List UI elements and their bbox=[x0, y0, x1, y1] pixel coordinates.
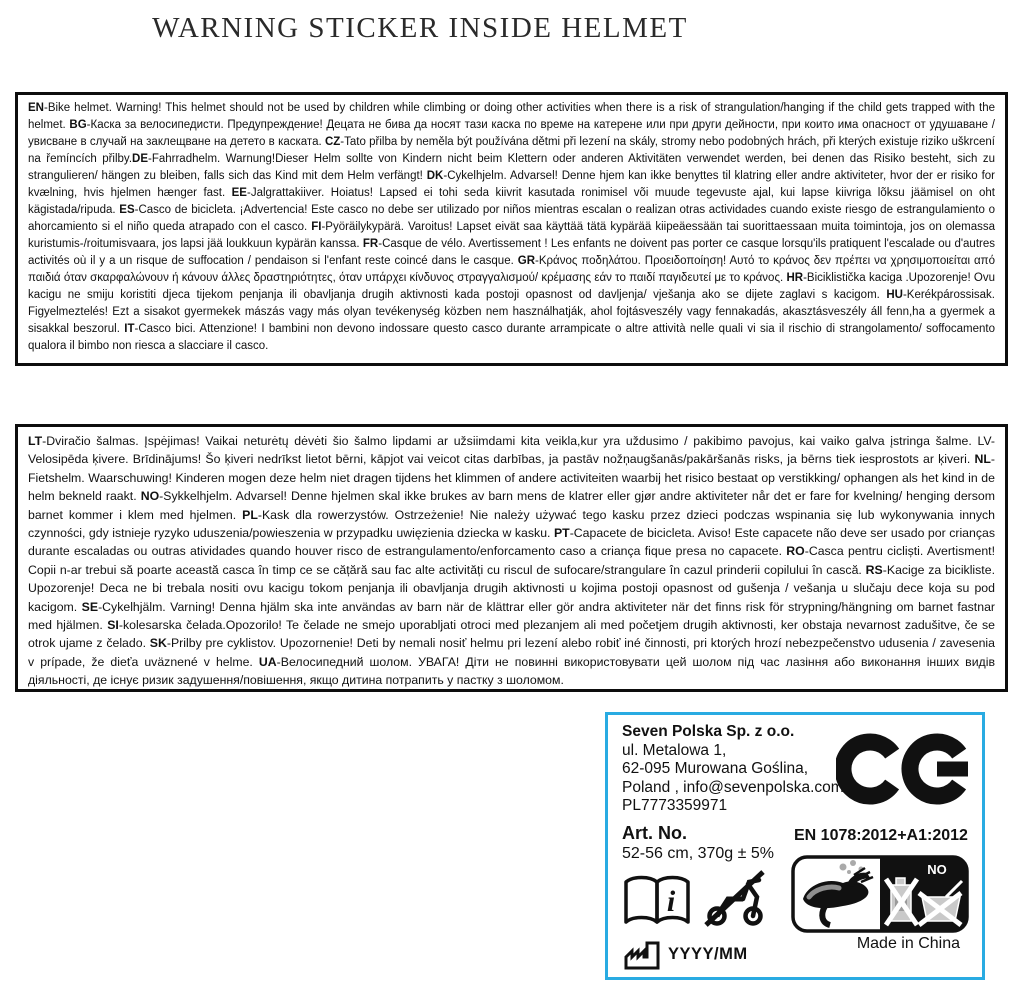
ce-mark-icon bbox=[836, 725, 972, 818]
art-no-label: Art. No. bbox=[622, 823, 687, 843]
company-address bbox=[622, 723, 848, 816]
made-in-label: Made in China bbox=[856, 935, 960, 952]
warning-text-block-1: EN-Bike helmet. Warning! This helmet should not be used by children while climbing or doing other activities when there is a risk of strangulation/hanging if the child gets trapped with the helmet. BG-Каска за велосипедисти. Предупреждение! Децата не бива да носят тази каска по време на катерене или при други дейности, при които има опасност от удушаване /увисване в случай на заклещване на детето в каската. CZ-Tato přilba by neměla být používána dětmi při lezení na skály, stromy nebo podobných hrách, při kterých existuje riziko uškrcení na řemíncích přilby.DE-Fahrradhelm. Warnung!Dieser Helm sollte von Kindern nicht beim Klettern oder anderen Aktivitäten verwendet werden, bei denen das Risiko besteht, sich zu strangulieren/ hängen zu bleiben, falls sich das Kind mit dem Helm verfängt! DK-Cykelhjelm. Advarsel! Denne hjem kan ikke benyttes til klatring eller andre aktiviteter, hvor der er risiko for kvælning, hvis hjelmen hænger fast. EE-Jalgrattakiiver. Hoiatus! Lapsed ei tohi seda kiivrit kasutada ronimisel või muude tegevuste ajal, kui lapse kiivriga lõksu jäämisel on oht kägistada/ripuda. ES-Casco de bicicleta. ¡Advertencia! Este casco no debe ser utilizado por niños mientras escalan o realizan otras actividades cuando existe riesgo de estrangulamiento o ahorcamiento si el niño queda atrapado con el casco. FI-Pyöräilykypärä. Varoitus! Lapset eivät saa käyttää tätä kypärää kiipeäessään tai suorittaessaan muita toimintoja, jos on olemassa kuristumis-/roitumisvaara, jos lapsi jää loukkuun kypärän kanssa. FR-Casque de vélo. Avertissement ! Les enfants ne doivent pas porter ce casque lorsqu'ils pratiquent l'escalade ou d'autres activités où il y a un risque de suffocation / pendaison si l'enfant reste coincé dans le casque. GR-Κράνος ποδηλάτου. Προειδοποίηση! Αυτό το κράνος δεν πρέπει να χρησιμοποιείται από παιδιά όταν σκαρφαλώνουν ή κάνουν άλλες δραστηριότητες, όταν υπάρχει κίνδυνος στραγγαλισμού/ κρέμασης εάν το παιδί παγιδευτεί με το κράνος. HR-Biciklistička kaciga .Upozorenje! Ovu kacigu ne smiju koristiti djeca tijekom penjanja ili obavljanja drugih aktivnosti kada postoji opasnost od davljenja/ vješanja ako se dijete zaglavi s kacigom. HU-Kerékpárossisak. Figyelmeztelés! Ezt a sisakot gyermekek mászás vagy más olyan tevékenység közben nem használhatják, ahol fojtásveszély vagy fennakadás, akasztásveszély áll fenn,ha a gyermek a sisakkal beszorul. IT-Casco bici. Attenzione! I bambini non devono indossare questo casco durante arrampicate o altre attività nelle quali vi sia il rischio di strangolamento/ soffocamento qualora il bimbo non riesca a slacciare il casco. bbox=[15, 92, 1008, 366]
standard-number: EN 1078:2012+A1:2012 bbox=[794, 827, 968, 844]
page-title: WARNING STICKER INSIDE HELMET bbox=[152, 12, 688, 44]
address-line: 62-095 Murowana Goślina, bbox=[622, 760, 809, 777]
company-name: Seven Polska Sp. z o.o. bbox=[622, 723, 795, 740]
manufacture-date-icon bbox=[623, 939, 665, 976]
instruction-manual-icon bbox=[621, 873, 693, 934]
warning-text-block-2: LT-Dviračio šalmas. Įspėjimas! Vaikai neturėtų dėvėti šio šalmo lipdami ar užsiimdami kita veikla,kur yra uždusimo / pakibimo pavojus, kai vaiko galva įstringa šalme. LV-Velosipēda ķivere. Brīdinājums! Šo ķiveri nedrīkst lietot bērni, kāpjot vai veicot citas darbības, ja pastāv nožņaugšanās/pakāršanās risks, ja bērns tiek iesprostots ar ķiveri. NL-Fietshelm. Waarschuwing! Kinderen mogen deze helm niet dragen tijdens het klimmen of andere activiteiten waarbij het risico bestaat op verstikking/ ophangen als het kind in de helm bekneld raakt. NO-Sykkelhjelm. Advarsel! Denne hjelmen skal ikke brukes av barn mens de klatrer eller gjør andre aktiviteter når det er fare for kvelning/ henging dersom barnet kommer i klem med hjelmen. PL-Kask dla rowerzystów. Ostrzeżenie! Nie należy używać tego kasku przez dzieci podczas wspinania się lub wykonywania innych czynności, gdy istnieje ryzyko uduszenia/powieszenia w przypadku uwięzienia dziecka w kasku. PT-Capacete de bicicleta. Aviso! Este capacete não deve ser usado por crianças durante escaladas ou outras atividades quando houver risco de estrangulamento/enforcamento caso a criança fique presa no capacete. RO-Casca pentru cicliști. Avertisment! Copii n-ar trebui să poarte această casca în timp ce se cățără sau fac alte activități cu riscul de sufocare/strangulare în cazul prinderii copilului în cască. RS-Kacige za bicikliste. Upozorenje! Deca ne bi trebala nositi ovu kacigu tokom penjanja ili obavljanja drugih aktivnosti u kojima postoji opasnost od gušenja / vešanja u slučaju dece koja su pod kacigom. SE-Cykelhjälm. Varning! Denna hjälm ska inte användas av barn när de klättrar eller gör andra aktiviteter när det finns risk för strypning/hängning om barnet fastnar med hjälmen. SI-kolesarska čelada.Opozorilo! Te čelade ne smejo uporabljati otroci med plezanjem ali med početjem drugih aktivnosti, ker obstaja nevarnost zadušitve, če se otrok ujame z čelado. SK-Prilby pre cyklistov. Upozornenie! Deti by nemali nosiť helmu pri lezení alebo robiť iné činnosti, pri ktorých hrozí nebezpečenstvo udusenia / zavesenia v prípade, že dieťa uväznené v helme. UA-Велосипедний шолом. УВАГА! Діти не повинні використовувати цей шолом під час лазіння або виконання інших видів діяльності, де існує ризик задушення/повішення, якщо дитина потрапить у пастку з шоломом. bbox=[15, 424, 1008, 692]
no-machine-wash-icon bbox=[880, 857, 967, 931]
manufacture-date-code: YYYY/MM bbox=[668, 945, 748, 963]
manufacturer-info-box bbox=[605, 712, 985, 980]
svg-text:NO: NO bbox=[927, 862, 947, 877]
address-line: PL7773359971 bbox=[622, 797, 728, 814]
washing-instructions-graphic bbox=[791, 855, 969, 938]
address-line: ul. Metalowa 1, bbox=[622, 741, 727, 759]
svg-text:i: i bbox=[666, 885, 676, 918]
address-line: Poland , info@sevenpolska.com, bbox=[622, 778, 848, 796]
no-motorcycling-icon bbox=[703, 867, 767, 934]
art-no-value: 52-56 cm, 370g ± 5% bbox=[622, 845, 774, 862]
